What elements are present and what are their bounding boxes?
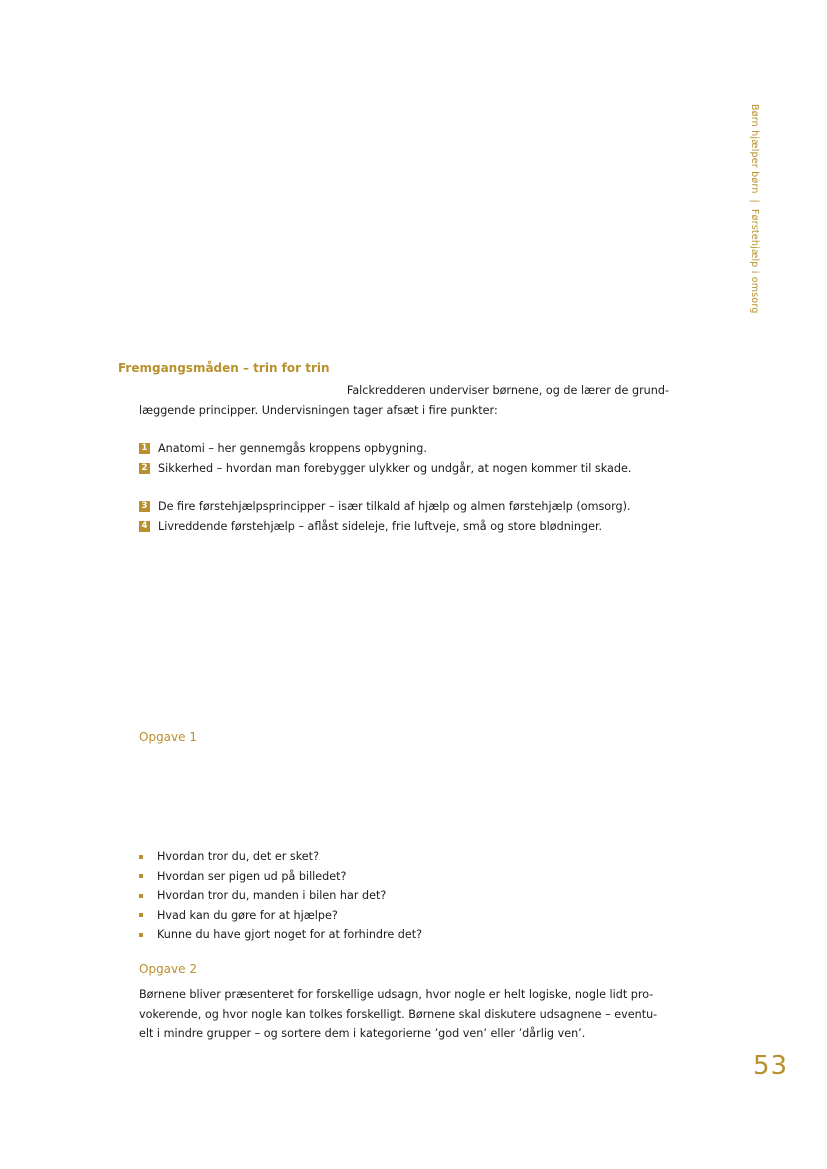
intro-paragraph <box>139 381 669 420</box>
list-item <box>139 497 631 517</box>
number-badge: 3 <box>139 501 150 512</box>
list-item <box>139 906 422 926</box>
list-item-text: De fire førstehjælpsprincipper – især tilkald af hjælp og almen førstehjælp (omsorg). <box>158 500 631 513</box>
running-header <box>746 104 760 314</box>
question-text: Kunne du have gjort noget for at forhindre det? <box>157 928 423 941</box>
bullet-icon <box>139 913 143 917</box>
question-text: Hvordan ser pigen ud på billedet? <box>157 869 347 883</box>
list-item <box>139 517 631 537</box>
intro-line-2: læggende principper. Undervisningen tager afsæt i fire punkter: <box>139 403 498 417</box>
bullet-icon <box>139 855 143 859</box>
number-badge: 1 <box>139 443 150 454</box>
number-badge: 4 <box>139 521 150 532</box>
points-list-b <box>139 497 631 536</box>
task2-paragraph <box>139 985 674 1044</box>
header-separator: | <box>749 199 760 203</box>
list-item <box>139 439 631 459</box>
list-item <box>139 459 631 479</box>
list-item <box>139 847 422 867</box>
list-item-text: Anatomi – her gennemgås kroppens opbygning. <box>158 442 427 455</box>
task1-questions <box>139 847 422 945</box>
bullet-icon <box>139 933 143 937</box>
number-badge: 2 <box>139 463 150 474</box>
list-item <box>139 925 422 945</box>
bullet-icon <box>139 894 143 898</box>
bullet-icon <box>139 874 143 878</box>
intro-line-1: Falckredderen underviser børnene, og de lærer de grund- <box>346 384 669 397</box>
header-right: Førstehjælp i omsorg <box>749 208 760 314</box>
task2-line: Børnene bliver præsenteret for forskellige udsagn, hvor nogle er helt logiske, nogle lidt pro- <box>139 988 654 1001</box>
list-item-text: Sikkerhed – hvordan man forebygger ulykker og undgår, at nogen kommer til skade. <box>158 461 632 475</box>
header-left: Børn hjælper børn <box>749 104 760 194</box>
page-number: 53 <box>753 1051 789 1081</box>
section-title: Fremgangsmåden – trin for trin <box>118 361 330 375</box>
question-text: Hvad kan du gøre for at hjælpe? <box>157 908 338 922</box>
list-item-text: Livreddende førstehjælp – aflåst sideleje, frie luftveje, små og store blødninger. <box>158 519 603 533</box>
task2-line: elt i mindre grupper – og sortere dem i kategorierne ’god ven’ eller ’dårlig ven’. <box>139 1027 586 1040</box>
question-text: Hvordan tror du, det er sket? <box>157 850 320 863</box>
task2-line: vokerende, og hvor nogle kan tolkes forskelligt. Børnene skal diskutere udsagnene – eventu- <box>139 1007 658 1021</box>
question-text: Hvordan tror du, manden i bilen har det? <box>157 889 387 902</box>
points-list-a <box>139 439 631 478</box>
list-item <box>139 867 422 887</box>
task2-heading: Opgave 2 <box>139 962 197 976</box>
list-item <box>139 886 422 906</box>
task1-heading: Opgave 1 <box>139 730 197 744</box>
